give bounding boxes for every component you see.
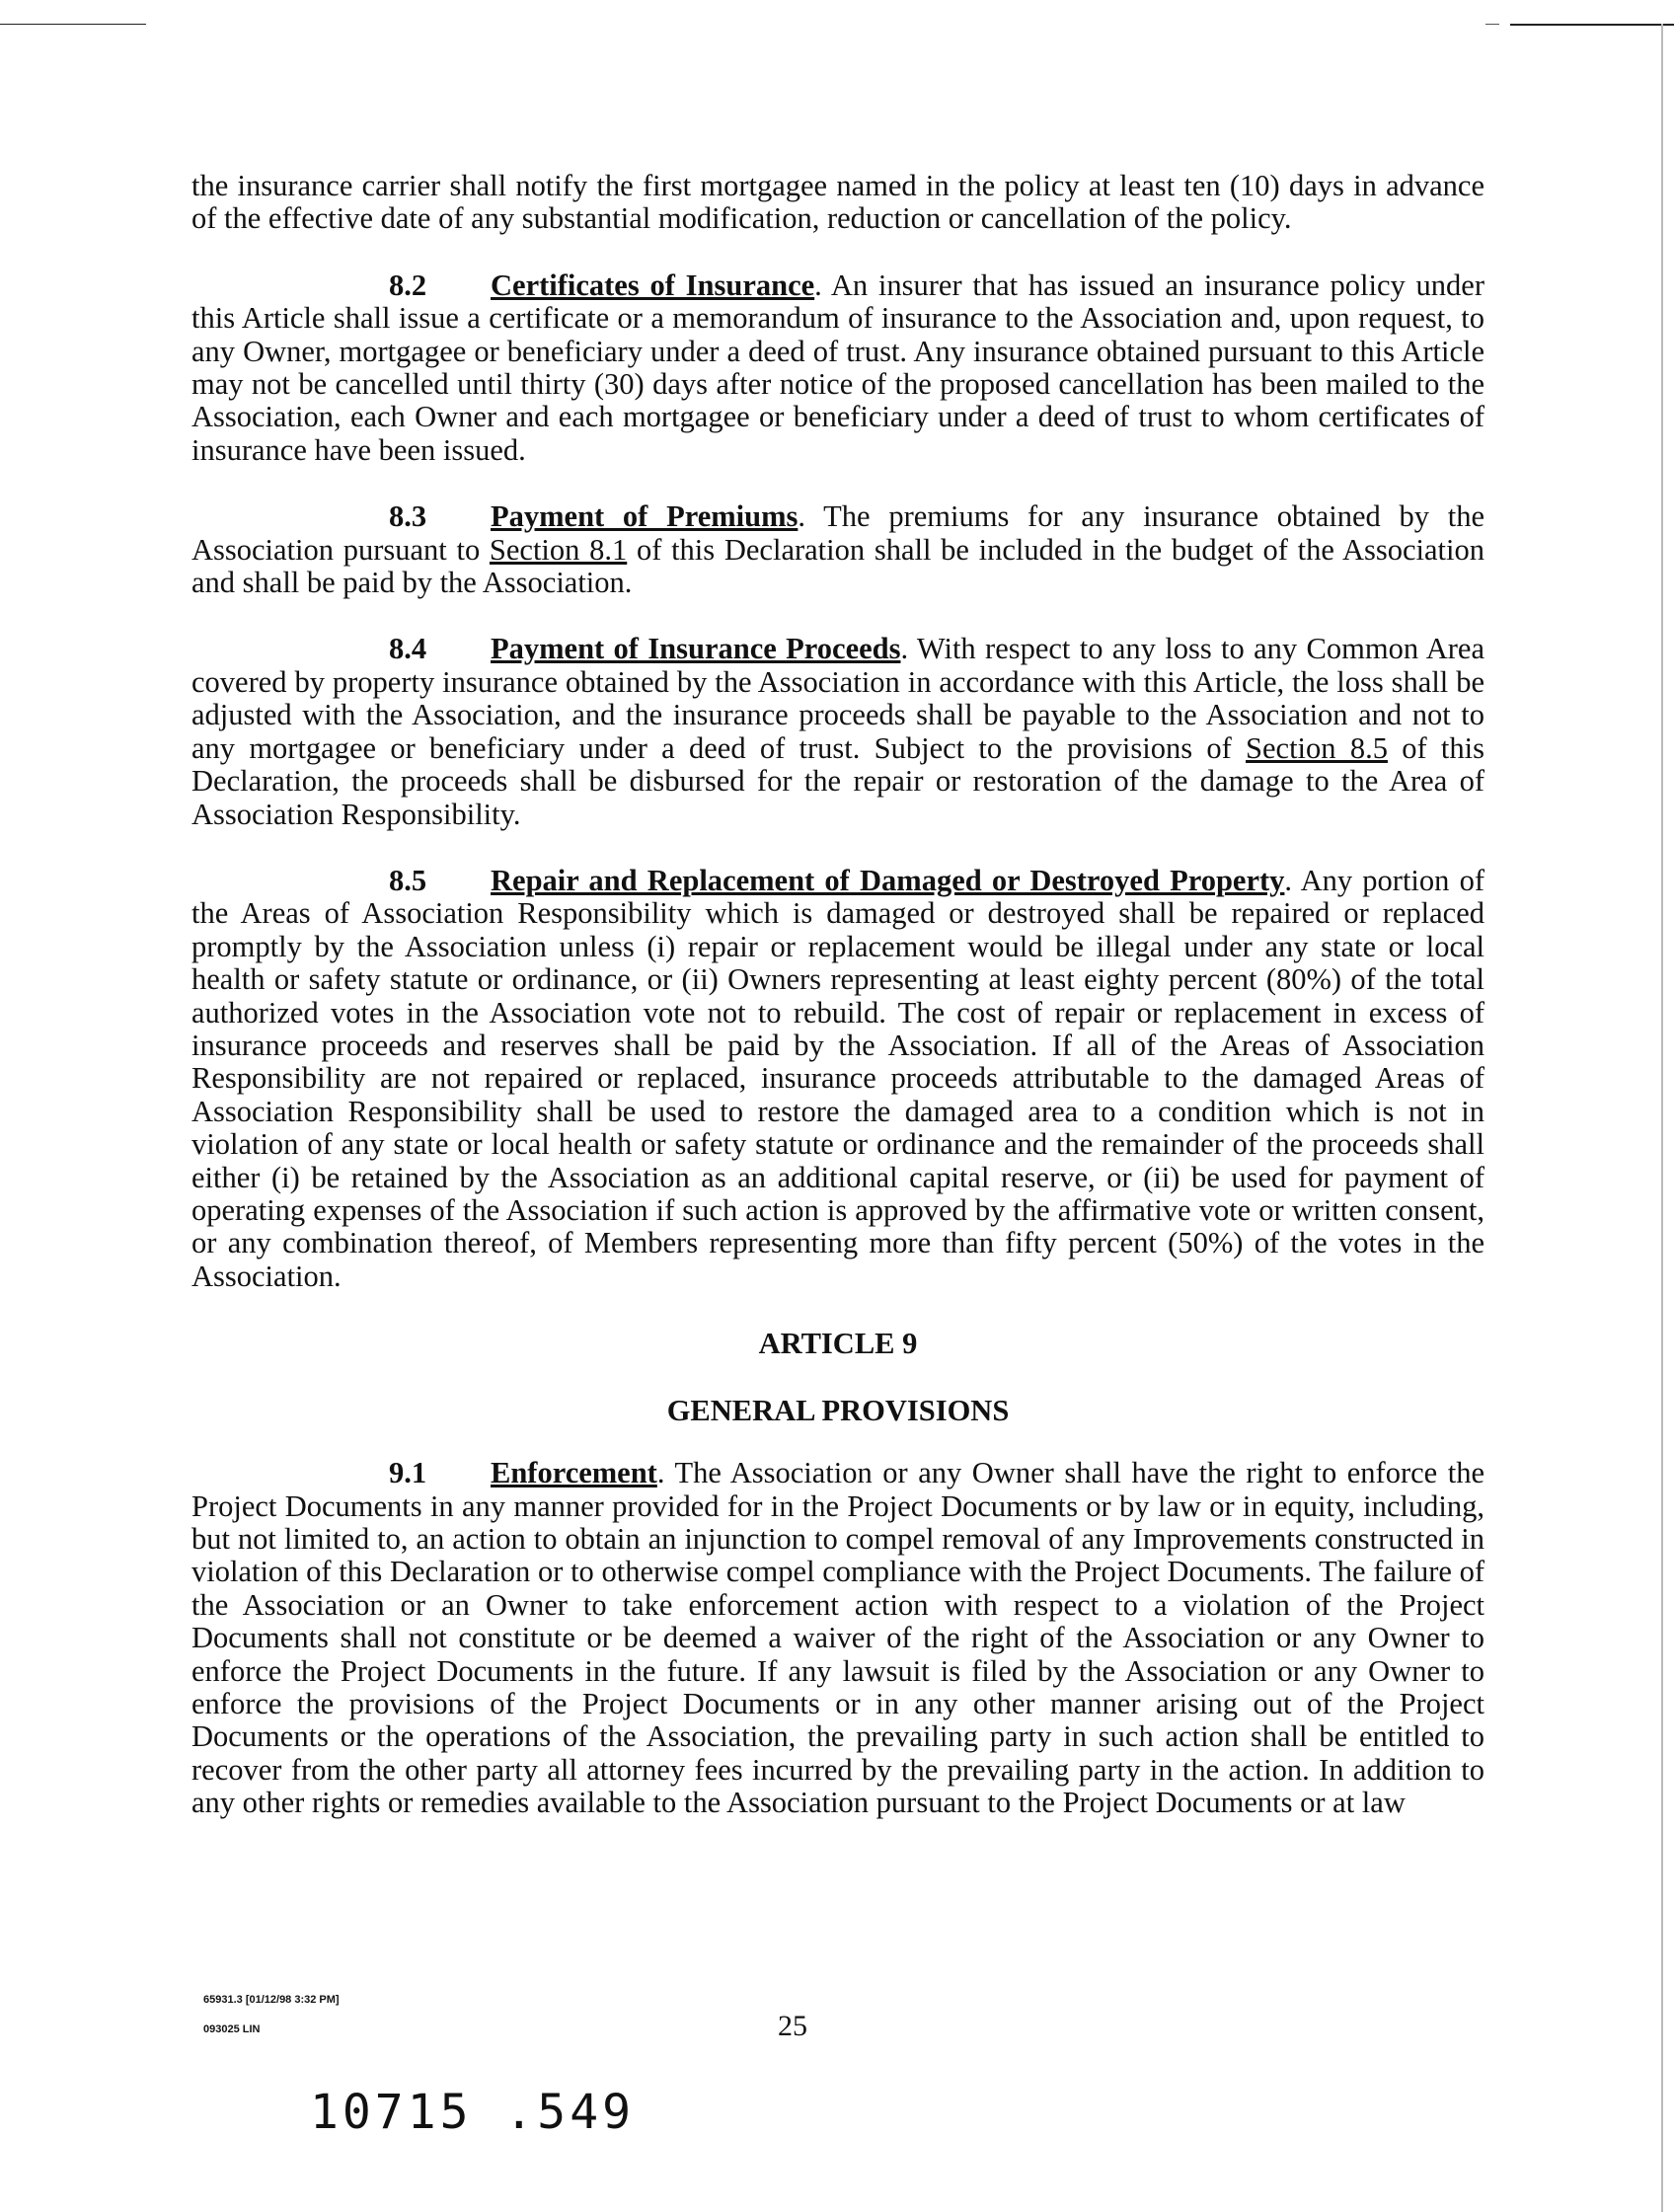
section-number: 9.1 — [389, 1456, 427, 1490]
recording-stamp: 10715 .549 — [310, 2085, 635, 2140]
section-8-5 — [191, 865, 1484, 1293]
section-body: . The premiums for any insurance obtained by the Association pursuant to — [191, 499, 1484, 567]
article-heading: ARTICLE 9 — [758, 1327, 918, 1361]
section-8-2 — [191, 269, 1484, 467]
document-page — [191, 170, 1484, 1820]
paragraph-gap — [191, 467, 1484, 500]
section-body: . Any portion of the Areas of Association Responsibility which is damaged or destroyed shall be repaired or replaced promptly by the Association unless (i) repair or replacement would be illegal under any state or local health or safety statute or ordinance, or (ii) Owners representing at least eighty percent (80%) of the total authorized votes in the Association vote not to rebuild. The cost of repair or replacement in excess of insurance proceeds and reserves shall be paid by the Association. If all of the Areas of Association Responsibility are not repaired or replaced, insurance proceeds attributable to the damaged Areas of Association Responsibility shall be used to restore the damaged area to a condition which is not in violation of any state or local health or safety statute or ordinance and the remainder of the proceeds shall either (i) be retained by the Association as an additional capital reserve, or (ii) be used for payment of operating expenses of the Association if such action is approved by the affirmative vote or written consent, or any combination thereof, of Members representing more than fifty percent (50%) of the votes in the Association. — [191, 863, 1485, 1293]
article-title: GENERAL PROVISIONS — [666, 1394, 1010, 1428]
section-reference: Section 8.1 — [489, 532, 628, 567]
section-title: Payment of Premiums — [491, 499, 799, 534]
section-body-continued: of this Declaration shall be included in the budget of the Association and shall be paid by the Association. — [191, 532, 1484, 600]
section-body-continued: of this Declaration, the proceeds shall be disbursed for the repair or restoration of the damage to the Area of Association Responsibility. — [191, 730, 1484, 831]
scan-mark-right — [1510, 24, 1674, 26]
section-number: 8.3 — [389, 499, 427, 534]
paragraph-gap — [191, 1360, 1484, 1394]
paragraph-gap — [191, 831, 1484, 865]
section-number: 8.5 — [389, 863, 427, 897]
section-9-1 — [191, 1457, 1484, 1819]
section-title: Repair and Replacement of Damaged or Destroyed Property — [491, 863, 1285, 897]
doc-code-line2: 093025 LIN — [203, 2023, 261, 2035]
section-title: Certificates of Insurance — [491, 267, 815, 302]
doc-code-line1: 65931.3 [01/12/98 3:32 PM] — [203, 1994, 340, 2006]
scan-mark-left — [0, 24, 146, 25]
page-number: 25 — [778, 2010, 807, 2042]
section-title: Enforcement — [491, 1456, 657, 1490]
paragraph-gap — [191, 236, 1484, 269]
intro-paragraph: the insurance carrier shall notify the first mortgagee named in the policy at least ten (10) days in advance of the effective date of any substantial modification, reduction or cancellation of the policy. — [191, 169, 1484, 236]
paragraph-gap — [191, 1293, 1484, 1327]
section-title: Payment of Insurance Proceeds — [491, 632, 901, 666]
section-number: 8.2 — [389, 267, 427, 302]
scan-page-edge — [1661, 24, 1663, 2212]
section-8-3 — [191, 500, 1484, 599]
scan-mark-dash — [1485, 24, 1499, 25]
section-number: 8.4 — [389, 632, 427, 666]
section-body: . With respect to any loss to any Common Area covered by property insurance obtained by the Association in accordance with this Article, the loss shall be adjusted with the Association, and the insurance proceeds shall be payable to the Association and not to any mortgagee or beneficiary under a deed of trust. Subject to the provisions of — [191, 632, 1484, 765]
paragraph-gap — [191, 599, 1484, 633]
paragraph-gap — [191, 1427, 1484, 1457]
section-reference: Section 8.5 — [1246, 730, 1388, 765]
section-8-4 — [191, 633, 1484, 830]
section-body: . The Association or any Owner shall have the right to enforce the Project Documents in any manner provided for in the Project Documents or by law or in equity, including, but not limited to, an action to obtain an injunction to compel removal of any Improvements constructed in violation of this Declaration or to otherwise compel compliance with the Project Documents. The failure of the Association or an Owner to take enforcement action with respect to a violation of the Project Documents shall not constitute or be deemed a waiver of the right of the Association or any Owner to enforce the Project Documents in the future. If any lawsuit is filed by the Association or any Owner to enforce the provisions of the Project Documents or in any other manner arising out of the Project Documents or the operations of the Association, the prevailing party in such action shall be entitled to recover from the other party all attorney fees incurred by the prevailing party in the action. In addition to any other rights or remedies available to the Association pursuant to the Project Documents or at law — [191, 1456, 1484, 1820]
section-body: . An insurer that has issued an insurance policy under this Article shall issue a certificate or a memorandum of insurance to the Association and, upon request, to any Owner, mortgagee or beneficiary under a deed of trust. Any insurance obtained pursuant to this Article may not be cancelled until thirty (30) days after notice of the proposed cancellation has been mailed to the Association, each Owner and each mortgagee or beneficiary under a deed of trust to whom certificates of insurance have been issued. — [191, 267, 1484, 467]
